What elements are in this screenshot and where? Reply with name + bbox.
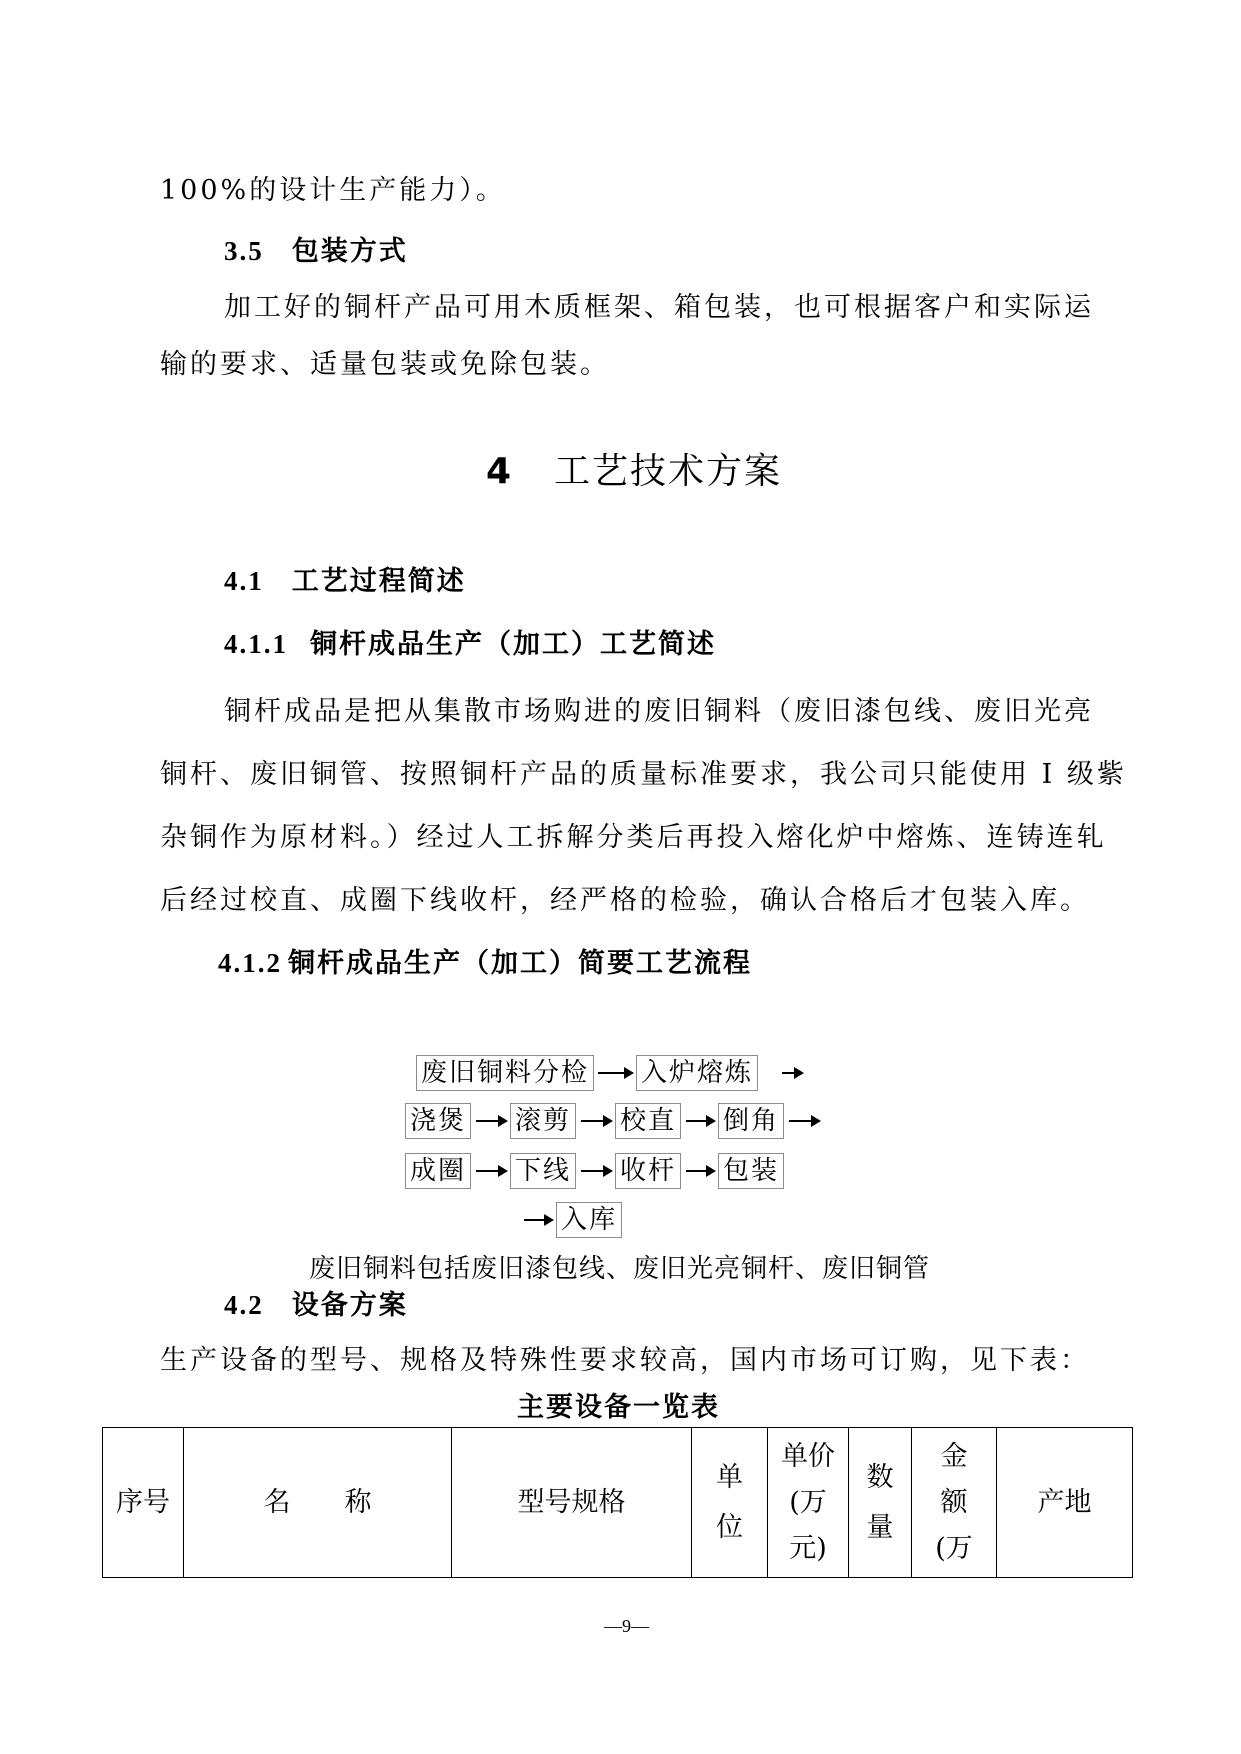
- flow-step-sorting: 废旧铜料分检: [416, 1055, 594, 1091]
- section-title: 铜杆成品生产（加工）简要工艺流程: [288, 948, 752, 979]
- chapter-title: 工艺技术方案: [554, 451, 783, 492]
- flow-arrow: [524, 1219, 552, 1221]
- header-price-line: 元): [789, 1532, 827, 1564]
- section-number: 4.1.2: [218, 948, 282, 978]
- paragraph-line: 生产设备的型号、规格及特殊性要求较高，国内市场可订购，见下表：: [160, 1345, 1090, 1376]
- flow-step-offline: 下线: [510, 1153, 576, 1189]
- paragraph-line: 杂铜作为原材料。）经过人工拆解分类后再投入熔化炉中熔炼、连铸连轧: [160, 822, 1107, 853]
- paragraph-line: 100%的设计生产能力）。: [160, 175, 506, 206]
- chapter-heading: [486, 443, 782, 494]
- header-unit-line: 单: [716, 1461, 743, 1493]
- section-heading-4-2: [224, 1283, 408, 1322]
- equipment-table: [102, 1427, 1133, 1578]
- flow-arrow: [476, 1170, 506, 1172]
- section-heading-3-5: [224, 229, 408, 268]
- header-amount-line: 金: [940, 1440, 968, 1472]
- header-model: 型号规格: [452, 1428, 692, 1578]
- flow-step-roll-shearing: 滚剪: [510, 1103, 576, 1139]
- flow-arrow: [686, 1120, 714, 1122]
- header-price-line: (万: [789, 1486, 827, 1518]
- section-number: 4.1: [224, 566, 264, 596]
- header-amount: [912, 1428, 997, 1578]
- page-number: —9—: [604, 1616, 649, 1636]
- section-title: 设备方案: [291, 1290, 408, 1321]
- header-amount-line: (万: [935, 1532, 973, 1564]
- flow-arrow: [581, 1120, 611, 1122]
- header-origin: 产地: [997, 1428, 1133, 1578]
- section-title: 工艺过程简述: [291, 566, 466, 597]
- section-title: 包装方式: [291, 236, 408, 267]
- flow-step-straightening: 校直: [615, 1103, 681, 1139]
- flow-arrow: [598, 1072, 632, 1074]
- paragraph-line: 铜杆、废旧铜管、按照铜杆产品的质量标准要求，我公司只能使用 I 级紫: [160, 759, 1127, 790]
- header-qty-line: 量: [866, 1511, 894, 1543]
- flow-arrow: [782, 1072, 802, 1074]
- section-heading-4-1-1: [224, 622, 716, 661]
- flow-step-smelting: 入炉熔炼: [636, 1055, 758, 1091]
- paragraph-line: 铜杆成品是把从集散市场购进的废旧铜料（废旧漆包线、废旧光亮: [224, 696, 1094, 727]
- flowchart-note: 废旧铜料包括废旧漆包线、废旧光亮铜杆、废旧铜管: [309, 1254, 931, 1284]
- flow-step-rod-collecting: 收杆: [615, 1153, 681, 1189]
- paragraph-line: 后经过校直、成圈下线收杆，经严格的检验，确认合格后才包装入库。: [160, 885, 1090, 916]
- flow-step-warehousing: 入库: [556, 1202, 622, 1238]
- table-title: 主要设备一览表: [517, 1392, 720, 1423]
- section-heading-4-1-2: [218, 941, 752, 980]
- header-price-line: 单价: [781, 1440, 835, 1472]
- section-number: 4.1.1: [224, 629, 288, 659]
- chapter-number: 4: [486, 451, 514, 492]
- header-unit-price: [768, 1428, 849, 1578]
- header-qty-line: 数: [866, 1461, 894, 1493]
- paragraph-line: 加工好的铜杆产品可用木质框架、箱包装，也可根据客户和实际运: [224, 292, 1094, 323]
- section-heading-4-1: [224, 559, 466, 598]
- flow-step-packing: 包装: [718, 1153, 784, 1189]
- section-number: 3.5: [224, 236, 264, 266]
- flow-step-casting: 浇煲: [405, 1103, 471, 1139]
- header-unit-line: 位: [716, 1511, 743, 1543]
- section-title: 铜杆成品生产（加工）工艺简述: [310, 629, 716, 660]
- flow-arrow: [476, 1120, 506, 1122]
- flow-step-chamfering: 倒角: [718, 1103, 784, 1139]
- header-quantity: [849, 1428, 912, 1578]
- paragraph-line: 输的要求、适量包装或免除包装。: [160, 349, 610, 380]
- header-seq: 序号: [103, 1428, 184, 1578]
- header-amount-line: 额: [940, 1486, 968, 1518]
- flow-arrow: [789, 1120, 819, 1122]
- table-header-row: [103, 1428, 1133, 1578]
- flow-step-coiling: 成圈: [405, 1153, 471, 1189]
- header-name: 名 称: [184, 1428, 452, 1578]
- section-number: 4.2: [224, 1290, 264, 1320]
- header-unit: [692, 1428, 768, 1578]
- flow-arrow: [686, 1170, 714, 1172]
- flow-arrow: [581, 1170, 611, 1172]
